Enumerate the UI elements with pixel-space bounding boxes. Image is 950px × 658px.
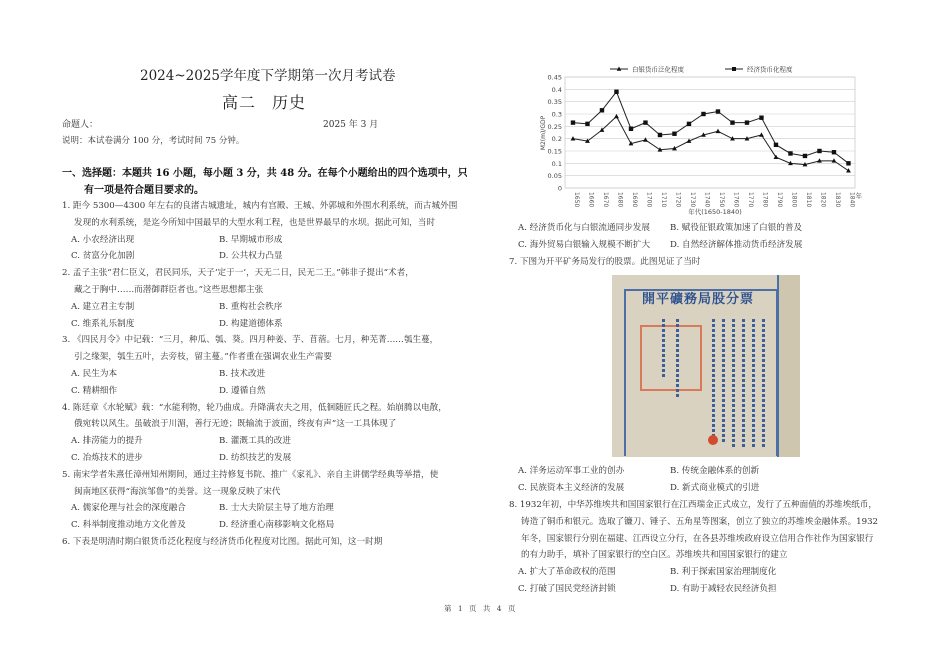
exam-date: 2025 年 3 月 [323,120,379,130]
y-tick-label: 0 [557,184,562,193]
option[interactable]: B. 技术改进 [219,368,266,379]
data-point-square [658,133,662,137]
option[interactable]: A. 小农经济出现 [71,234,135,245]
y-tick-label: 0.15 [547,147,562,156]
plot-area [565,77,855,188]
option[interactable]: D. 公共权力凸显 [219,251,283,262]
x-tick-label: 1800 [790,192,798,208]
data-point-square [687,122,691,126]
question-8-text: 年冬，国家银行分别在福建、江西设立分行，在各县苏维埃政府设立信用合作社作为国家银行 [521,533,874,544]
author-label: 命题人： [62,120,99,130]
red-seal [640,325,702,391]
option[interactable]: A. 经济货币化与白银流通同步发展 [518,223,650,233]
option[interactable]: D. 新式商业模式的引进 [670,483,760,494]
option[interactable]: D. 自然经济解体推动货币经济发展 [670,239,803,250]
question-8-text: 铸造了铜币和银元。选取了镰刀、锤子、五角星等图案，创立了独立的苏维埃金融体系。1932 [521,516,879,527]
data-point-square [629,127,633,131]
question-2-text: 藏之于胸中……而潜御群臣者也。”这些思想都主张 [74,284,264,295]
section-heading-line: 一、选择题：本题共 16 小题，每小题 3 分，共 48 分。在每个小题给出的四个选项中，只 [62,168,468,179]
x-tick-label: 1770 [746,192,754,208]
option[interactable]: B. 利于探索国家治理制度化 [670,567,777,578]
option[interactable]: C. 打破了国民党经济封锁 [518,583,616,594]
certificate-text [722,319,725,444]
data-point-triangle [759,132,764,136]
y-tick-label: 0.25 [547,122,562,131]
exam-title: 2024~2025学年度下学期第一次月考试卷 [140,68,396,84]
question-3-text: 3. 《四民月令》中记载：“三月，种瓜、瓠、葵。四月种姜、芋、苜蓿。七月，种芜菁……瓠生蔓， [62,335,439,346]
page-number: 第 1 页 共 4 页 [444,604,518,613]
x-tick-label: 1840 [848,192,856,208]
q8-options [509,564,869,598]
question-5-options [62,500,502,534]
x-tick-label: 1810 [804,192,812,208]
right-column [509,220,879,598]
data-point-square [832,150,836,154]
data-point-square [774,143,778,147]
option[interactable]: B. 早期城市形成 [219,234,283,245]
option[interactable]: A. 建立君主专制 [71,301,135,312]
option[interactable]: C. 民族资本主义经济的发展 [518,483,625,494]
question-4-text: 4. 陈廷章《水轮赋》载：“水能利物，轮乃曲成。升降满农夫之用，低徊随匠氏之程。始崩腾以电散， [62,402,447,413]
option[interactable]: C. 科举制度推动地方文化普及 [71,520,186,531]
certificate-stub [777,275,800,457]
question-4-options [62,433,502,467]
x-tick-label: 1740 [703,192,711,208]
y-tick-label: 0.05 [547,172,562,181]
x-tick-label: 1760 [732,192,740,208]
option[interactable]: B. 传统金融体系的创新 [670,466,760,477]
question-8-text: 8. 1932年初，中华苏维埃共和国国家银行在江西瑞金正式成立，发行了五种面值的苏维埃纸币， [509,499,877,510]
data-point-triangle [614,114,619,118]
data-point-square [803,154,807,158]
legend-label: 白银货币泛化程度 [632,65,684,74]
option[interactable]: D. 经济重心南移影响文化格局 [219,520,335,531]
data-point-square [745,120,749,124]
option[interactable]: A. 儒家伦理与社会的深度融合 [71,503,186,514]
x-tick-label: 1790 [775,192,783,208]
certificate-text [752,319,755,449]
question-2-text: 2. 孟子主张“君仁臣义，君民同乐，天子‘定于一’，天无二日，民无二王。”韩非子提出“术者， [62,268,414,279]
x-tick-label: 1720 [674,192,682,208]
x-tick-label: 1670 [601,192,609,208]
exam-subject [222,90,322,113]
y-tick-label: 0.3 [551,110,562,119]
question-5-text: 5. 南宋学者朱熹任漳州知州期间，通过主持修复书院、推广《家礼》、亲自主讲儒学经典等举措，使 [62,469,439,480]
x-axis-label: 年代(1650-1840) [688,208,742,216]
silver-monetization-chart [515,58,865,220]
section-heading [62,165,502,199]
question-4-text: 俄宛转以风生。虽破浪于川湄，善行无迹；既输流于波面，终夜有声”这一工具体现了 [74,419,397,430]
option[interactable]: C. 维系礼乐制度 [71,318,135,329]
option[interactable]: B. 赋役征银政策加速了白银的普及 [670,223,803,233]
question-1-options [62,232,502,266]
question-1-text: 1. 距今 5300—4300 年左右的良渚古城遗址，城内有宫殿、王城、外郭城和外围水利系统，而古城外围 [62,201,458,211]
y-tick-label: 0.2 [551,135,562,144]
certificate-text [712,319,715,439]
x-tick-label: 1750 [717,192,725,208]
certificate-title: 開平礦務局股分票 [642,292,755,308]
data-point-triangle [846,168,851,172]
q7-options [509,463,869,497]
y-axis-label: M2(m)/GDP [540,115,547,151]
question-8-text: 的有力助手，填补了国家银行的空白区。苏维埃共和国国家银行的建立 [521,550,788,561]
x-tick-label: 1820 [819,192,827,208]
data-point-square [701,112,705,116]
certificate-text [676,319,679,399]
subject: 历史 [272,93,307,112]
option[interactable]: A. 民生为本 [71,368,118,379]
section-heading-line: 有一项是符合题目要求的。 [84,185,204,196]
data-point-square [716,109,720,113]
certificate-text [762,319,765,449]
x-tick-label: 1830 [833,192,841,208]
data-point-square [759,116,763,120]
y-tick-label: 0.1 [551,159,562,168]
option[interactable]: C. 海外贸易白银输入规模不断扩大 [518,239,651,250]
y-tick-label: 0.45 [547,73,562,82]
option[interactable]: C. 冶炼技术的进步 [71,452,143,463]
option[interactable]: B. 重构社会秩序 [219,301,283,312]
option[interactable]: A. 扩大了革命政权的范围 [518,567,616,578]
option[interactable]: B. 士大夫阶层主导了地方治理 [219,503,334,514]
data-point-square [600,108,604,112]
question-7-text: 7. 下图为开平矿务局发行的股票。此图见证了当时 [509,256,701,267]
x-tick-label: 1690 [630,192,638,208]
exam-note: 说明：本试卷满分 100 分，考试时间 75 分钟。 [62,136,245,146]
x-tick-label: 1780 [761,192,769,208]
data-point-square [672,132,676,136]
option[interactable]: D. 遵循自然 [219,385,266,396]
data-point-triangle [643,137,648,141]
option[interactable]: C. 贫富分化加剧 [71,251,135,262]
data-point-square [730,120,734,124]
data-point-square [817,149,821,153]
certificate-text [662,319,665,379]
data-point-triangle [571,136,576,140]
certificate-text [742,319,745,449]
question-1-text: 发现的水利系统，是迄今所知中国最早的大型水利工程，也是世界最早的水坝。据此可知，当时 [74,217,435,228]
kaiping-stock-certificate-image [612,275,800,457]
data-point-square [614,90,618,94]
grade: 高二 [222,93,257,112]
data-point-square [643,120,647,124]
option[interactable]: D. 有助于减轻农民经济负担 [670,583,777,594]
x-tick-label: 1710 [659,192,667,208]
question-5-text: 闽南地区获得“海滨邹鲁”的美誉。这一现象反映了宋代 [74,486,281,497]
y-tick-label: 0.4 [551,85,562,94]
question-6-text: 6. 下表是明清时期白银货币泛化程度与经济货币化程度对比图。据此可知，这一时期 [62,536,383,547]
option[interactable]: D. 纺织技艺的发展 [219,452,292,463]
legend-marker-square [732,67,736,71]
left-column [62,198,502,551]
data-point-triangle [716,129,721,133]
series-line-1 [573,116,849,170]
q6-options [509,220,869,254]
x-tick-label: 1730 [688,192,696,208]
x-axis-end-label: 年 [855,192,862,200]
option[interactable]: A. 排涝能力的提升 [71,436,143,447]
question-3-options [62,366,502,400]
question-3-text: 引之缘架，瓠生五叶，去旁枝，留主蔓。”作者重在强调农业生产需要 [74,352,332,363]
option[interactable]: D. 构建道德体系 [219,318,283,329]
option[interactable]: C. 精耕细作 [71,385,118,396]
x-tick-label: 1650 [572,192,580,208]
data-point-square [846,161,850,165]
legend-label: 经济货币化程度 [747,65,793,74]
question-2-options [62,299,502,333]
data-point-square [788,151,792,155]
data-point-square [571,120,575,124]
x-tick-label: 1680 [616,192,624,208]
option[interactable]: B. 灌溉工具的改进 [219,436,291,447]
x-tick-label: 1700 [645,192,653,208]
x-tick-label: 1660 [587,192,595,208]
option[interactable]: A. 洋务运动军事工业的创办 [518,466,625,477]
data-point-square [585,122,589,126]
y-tick-label: 0.35 [547,98,562,107]
series-line-2 [573,92,849,164]
certificate-text [732,319,735,447]
